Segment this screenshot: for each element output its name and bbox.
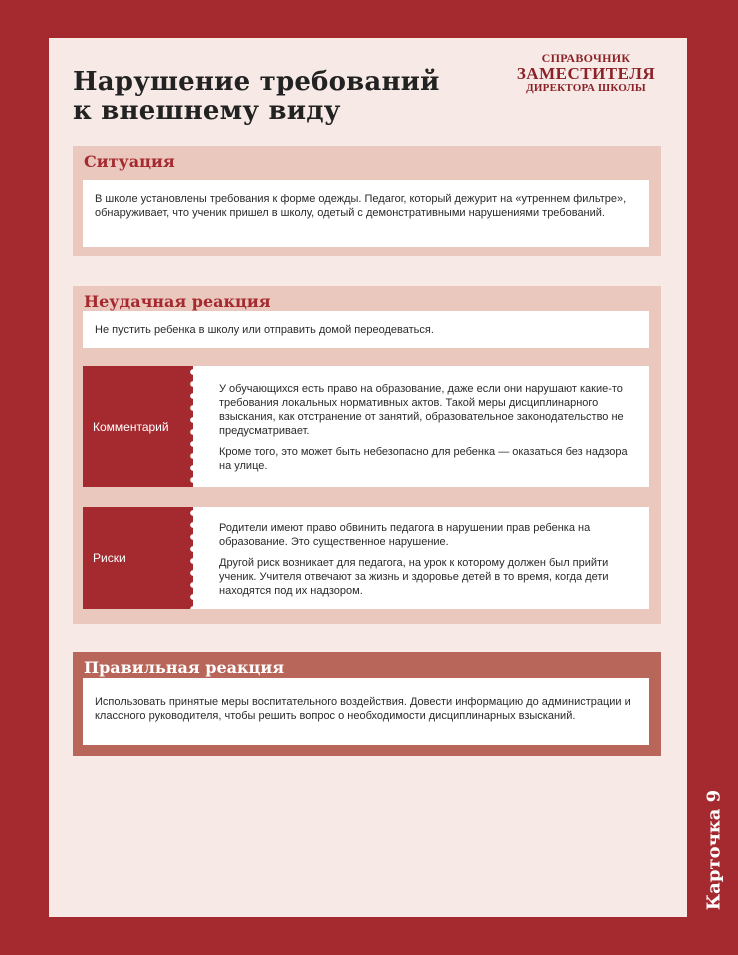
risks-label: Риски bbox=[83, 507, 193, 609]
brand-line-1: СПРАВОЧНИК bbox=[541, 51, 631, 65]
comment-paragraph-1: У обучающихся есть право на образование, даже если они нарушают какие-то требования локальных нормативных актов. Такой меры дисциплинарного взыскания, как отстранение от занятий, образовательное законодательство не предусматривает. bbox=[219, 383, 624, 437]
situation-card bbox=[83, 180, 649, 247]
title-line-1: Нарушение требований bbox=[73, 67, 440, 97]
brand-line-2: ЗАМЕСТИТЕЛЯ bbox=[516, 64, 656, 83]
perforation-decoration bbox=[189, 366, 197, 487]
card-page bbox=[49, 38, 687, 917]
risks-block bbox=[83, 507, 649, 609]
card-number-text: Карточка 9 bbox=[703, 789, 724, 911]
page-title bbox=[73, 68, 440, 126]
perforation-decoration bbox=[189, 507, 197, 609]
bad-reaction-section bbox=[73, 286, 661, 624]
bad-reaction-card bbox=[83, 311, 649, 348]
situation-text: В школе установлены требования к форме одежды. Педагог, который дежурит на «утреннем фильтре», обнаруживает, что ученик пришел в школу, одетый с демонстративными нарушениями требований. bbox=[95, 193, 627, 219]
comment-label: Комментарий bbox=[83, 366, 193, 487]
comment-block bbox=[83, 366, 649, 487]
comment-paragraph-2: Кроме того, это может быть небезопасно для ребенка — оказаться без надзора на улице. bbox=[219, 446, 628, 472]
publication-logo bbox=[511, 52, 661, 94]
brand-line-3: ДИРЕКТОРА ШКОЛЫ bbox=[526, 82, 646, 94]
risks-paragraph-1: Родители имеют право обвинить педагога в нарушении прав ребенка на образование. Это существенное нарушение. bbox=[219, 522, 591, 548]
title-line-2: к внешнему виду bbox=[73, 96, 341, 126]
card-number-label bbox=[689, 780, 738, 920]
situation-section bbox=[73, 146, 661, 256]
risks-text bbox=[219, 521, 635, 605]
comment-text bbox=[219, 382, 635, 480]
good-reaction-heading: Правильная реакция bbox=[84, 658, 285, 677]
good-reaction-card bbox=[83, 678, 649, 745]
good-reaction-text: Использовать принятые меры воспитательного воздействия. Довести информацию до администрации и классного руководителя, чтобы решить вопрос о необходимости дисциплинарных взысканий. bbox=[95, 696, 631, 722]
bad-reaction-text: Не пустить ребенка в школу или отправить домой переодеваться. bbox=[95, 324, 434, 336]
situation-heading: Ситуация bbox=[84, 152, 175, 171]
bad-reaction-heading: Неудачная реакция bbox=[84, 292, 271, 311]
good-reaction-section bbox=[73, 652, 661, 756]
risks-paragraph-2: Другой риск возникает для педагога, на урок к которому должен был прийти ученик. Учителя отвечают за жизнь и здоровье детей в то время, когда дети находятся под их надзором. bbox=[219, 557, 609, 597]
